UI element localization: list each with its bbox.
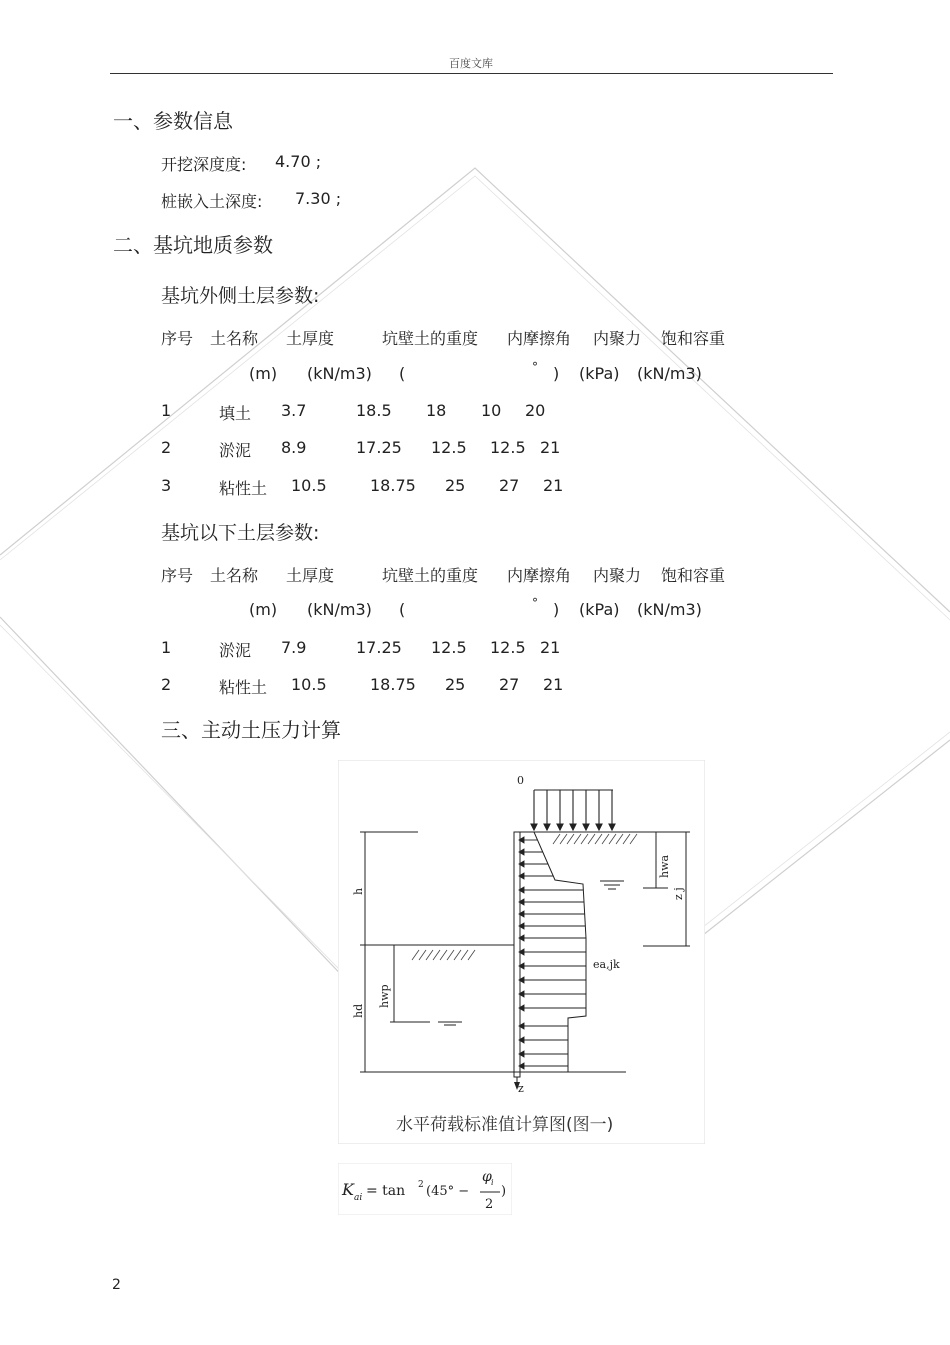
- cell-cohesion: 12.5: [490, 638, 526, 657]
- header-cell: 饱和容重: [661, 329, 726, 348]
- unit-cell: (kN/m3): [307, 364, 372, 383]
- param-value-embed-depth: 7.30 ;: [295, 189, 342, 208]
- figure-caption: 水平荷载标准值计算图(图一): [396, 1115, 614, 1135]
- cell-friction-angle: 12.5: [431, 438, 467, 457]
- cell-unit-weight: 18.75: [370, 476, 416, 495]
- unit-cell: (m): [249, 600, 278, 619]
- inner-soil-title: 基坑以下土层参数:: [161, 522, 320, 544]
- unit-cell: °: [532, 360, 538, 374]
- cell-saturated-weight: 21: [543, 675, 564, 694]
- unit-cell: (kN/m3): [637, 364, 702, 383]
- formula-numerator: φ: [482, 1169, 492, 1185]
- label-zj: z j: [672, 887, 685, 900]
- unit-cell: (m): [249, 364, 278, 383]
- cell-soil-name: 粘性土: [219, 678, 268, 697]
- unit-cell: (kN/m3): [637, 600, 702, 619]
- header-cell: 坑壁土的重度: [382, 329, 479, 348]
- table-row: [0, 401, 950, 423]
- lateral-pressure-diagram: [338, 760, 705, 1144]
- cell-unit-weight: 18.5: [356, 401, 392, 420]
- header-cell: 土厚度: [286, 329, 335, 348]
- unit-cell: (kN/m3): [307, 600, 372, 619]
- cell-friction-angle: 12.5: [431, 638, 467, 657]
- header-cell: 坑壁土的重度: [382, 566, 479, 585]
- section-heading-geology: 二、基坑地质参数: [113, 233, 273, 257]
- cell-soil-name: 粘性土: [219, 479, 268, 498]
- label-hd: hd: [352, 1003, 365, 1018]
- table-row: [0, 675, 950, 697]
- cell-index: 3: [161, 476, 172, 495]
- page-number: 2: [112, 1277, 121, 1293]
- outer-table-units: [0, 360, 950, 386]
- param-label-excavation-depth: 开挖深度度:: [161, 155, 247, 174]
- label-hwp: hwp: [378, 984, 391, 1008]
- header-title: 百度文库: [449, 57, 493, 70]
- header-cell: 内聚力: [593, 329, 642, 348]
- formula-eq: = tan: [366, 1183, 406, 1199]
- formula-num-sub: i: [491, 1178, 494, 1187]
- cell-unit-weight: 17.25: [356, 438, 402, 457]
- param-value-excavation-depth: 4.70 ;: [275, 152, 322, 171]
- cell-unit-weight: 17.25: [356, 638, 402, 657]
- header-divider: [110, 73, 833, 74]
- header-cell: 土名称: [210, 329, 259, 348]
- table-row: [0, 476, 950, 498]
- header-cell: 饱和容重: [661, 566, 726, 585]
- cell-unit-weight: 18.75: [370, 675, 416, 694]
- formula-power: 2: [418, 1180, 424, 1190]
- label-hwa: hwa: [658, 854, 671, 878]
- unit-cell: ): [553, 364, 560, 383]
- cell-thickness: 10.5: [291, 476, 327, 495]
- header-cell: 内聚力: [593, 566, 642, 585]
- unit-cell: °: [532, 596, 538, 610]
- inner-table-header: [0, 563, 950, 585]
- section-heading-active-pressure: 三、主动土压力计算: [161, 718, 341, 742]
- cell-index: 2: [161, 675, 172, 694]
- cell-friction-angle: 25: [445, 675, 466, 694]
- cell-thickness: 8.9: [281, 438, 307, 457]
- cell-index: 1: [161, 401, 172, 420]
- header-cell: 序号: [161, 329, 194, 348]
- cell-cohesion: 27: [499, 675, 520, 694]
- cell-soil-name: 填土: [219, 404, 252, 423]
- ka-formula: [338, 1163, 512, 1215]
- unit-cell: (kPa): [579, 600, 620, 619]
- cell-saturated-weight: 21: [543, 476, 564, 495]
- formula-denominator: 2: [485, 1197, 494, 1212]
- table-row: [0, 638, 950, 660]
- unit-cell: (: [399, 600, 406, 619]
- cell-cohesion: 10: [481, 401, 502, 420]
- cell-thickness: 3.7: [281, 401, 307, 420]
- section-heading-params: 一、参数信息: [113, 109, 233, 133]
- cell-saturated-weight: 21: [540, 638, 561, 657]
- cell-thickness: 7.9: [281, 638, 307, 657]
- cell-cohesion: 12.5: [490, 438, 526, 457]
- label-surcharge: 0: [517, 774, 524, 787]
- unit-cell: (kPa): [579, 364, 620, 383]
- cell-index: 1: [161, 638, 172, 657]
- unit-cell: ): [553, 600, 560, 619]
- table-row: [0, 438, 950, 460]
- cell-thickness: 10.5: [291, 675, 327, 694]
- formula-open: (45° −: [426, 1184, 470, 1199]
- label-z: z: [518, 1082, 524, 1095]
- outer-soil-title: 基坑外侧土层参数:: [161, 285, 320, 307]
- formula-close: ): [501, 1184, 507, 1199]
- header-cell: 内摩擦角: [507, 329, 572, 348]
- unit-cell: (: [399, 364, 406, 383]
- label-eajk: ea,jk: [593, 958, 620, 971]
- cell-friction-angle: 18: [426, 401, 447, 420]
- header-cell: 土名称: [210, 566, 259, 585]
- param-label-embed-depth: 桩嵌入土深度:: [161, 192, 263, 211]
- cell-saturated-weight: 20: [525, 401, 546, 420]
- cell-cohesion: 27: [499, 476, 520, 495]
- formula-lhs: K: [342, 1180, 354, 1199]
- label-h: h: [352, 887, 365, 895]
- outer-table-header: [0, 326, 950, 348]
- cell-soil-name: 淤泥: [219, 641, 252, 660]
- cell-index: 2: [161, 438, 172, 457]
- cell-saturated-weight: 21: [540, 438, 561, 457]
- formula-lhs-sub: ai: [354, 1193, 363, 1203]
- cell-friction-angle: 25: [445, 476, 466, 495]
- inner-table-units: [0, 596, 950, 622]
- header-cell: 内摩擦角: [507, 566, 572, 585]
- cell-soil-name: 淤泥: [219, 441, 252, 460]
- header-cell: 土厚度: [286, 566, 335, 585]
- header-cell: 序号: [161, 566, 194, 585]
